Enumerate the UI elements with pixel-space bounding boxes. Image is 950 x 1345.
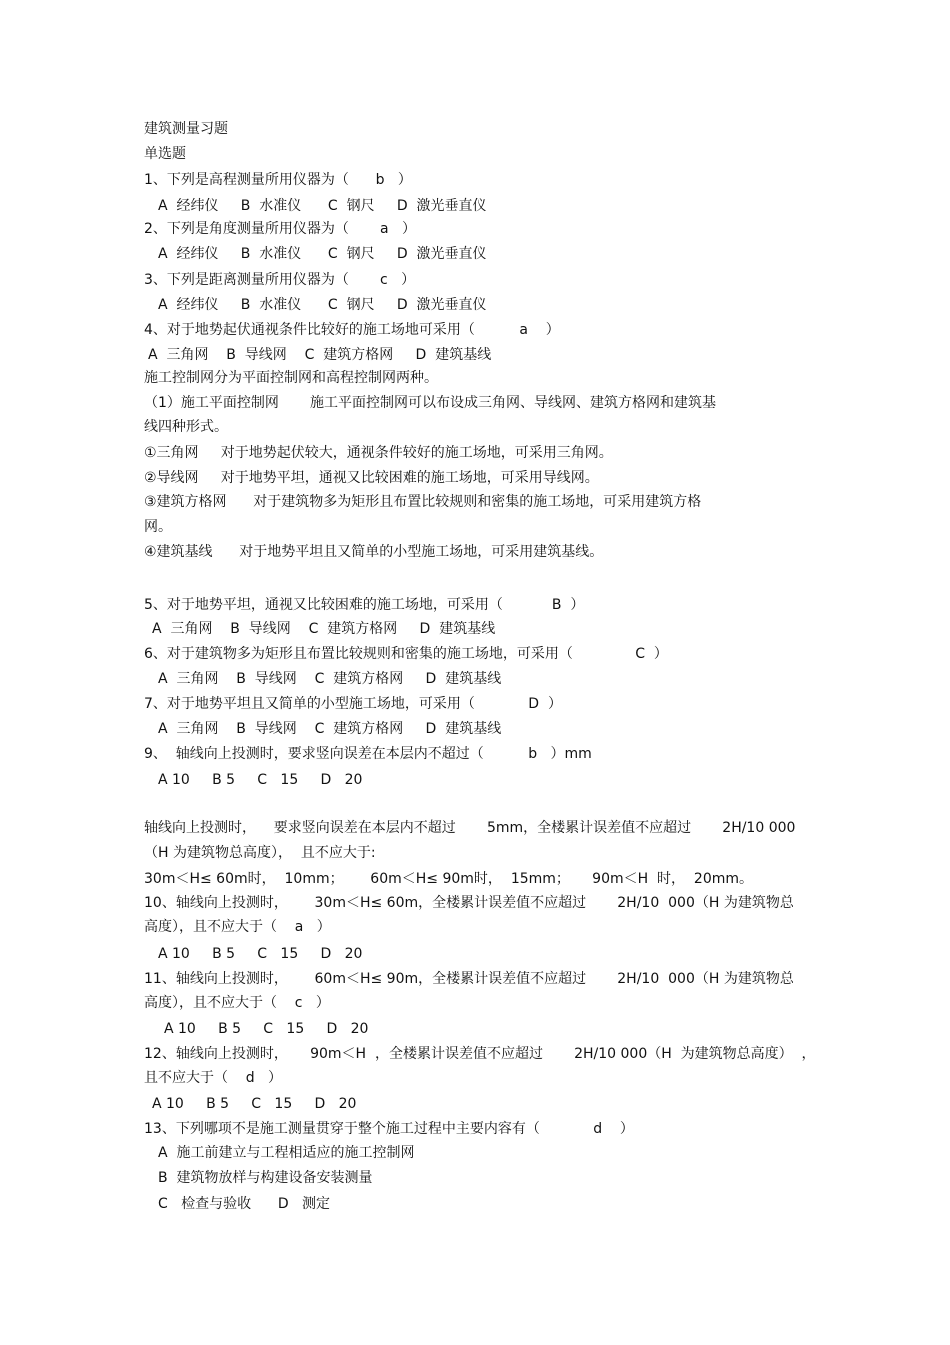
note-line: 轴线向上投测时， 要求竖向误差在本层内不超过 5mm，全楼累计误差值不应超过 2H/10 000: [144, 820, 796, 836]
note-line: 线四种形式。: [144, 419, 228, 435]
question-4-options: A 三角网 B 导线网 C 建筑方格网 D 建筑基线: [148, 347, 492, 363]
question-12-continued: 且不应大于（ d ）: [144, 1070, 283, 1086]
question-12-options: A 10 B 5 C 15 D 20: [152, 1096, 357, 1112]
question-3-options: A 经纬仪 B 水准仪 C 钢尺 D 激光垂直仪: [158, 297, 487, 313]
question-11-continued: 高度），且不应大于（ c ）: [144, 995, 330, 1011]
question-12: 12、轴线向上投测时， 90m＜H ，全楼累计误差值不应超过 2H/10 000（H 为建筑物总高度） ，: [144, 1046, 816, 1062]
question-2-options: A 经纬仪 B 水准仪 C 钢尺 D 激光垂直仪: [158, 246, 487, 262]
question-11: 11、轴线向上投测时， 60m＜H≤ 90m，全楼累计误差值不应超过 2H/10 000（H 为建筑物总: [144, 971, 794, 987]
question-10-continued: 高度），且不应大于（ a ）: [144, 919, 331, 935]
question-10-options: A 10 B 5 C 15 D 20: [158, 946, 363, 962]
note-line: ③建筑方格网 对于建筑物多为矩形且布置比较规则和密集的施工场地，可采用建筑方格: [144, 494, 702, 510]
question-11-options: A 10 B 5 C 15 D 20: [164, 1021, 369, 1037]
note-line: ②导线网 对于地势平坦，通视又比较困难的施工场地，可采用导线网。: [144, 470, 599, 486]
question-3: 3、下列是距离测量所用仪器为（ c ）: [144, 272, 416, 288]
question-9: 9、 轴线向上投测时，要求竖向误差在本层内不超过（ b ）mm: [144, 746, 592, 762]
question-7-options: A 三角网 B 导线网 C 建筑方格网 D 建筑基线: [158, 721, 502, 737]
question-5-options: A 三角网 B 导线网 C 建筑方格网 D 建筑基线: [152, 621, 496, 637]
note-line: （1）施工平面控制网 施工平面控制网可以布设成三角网、导线网、建筑方格网和建筑基: [144, 395, 717, 411]
question-6-options: A 三角网 B 导线网 C 建筑方格网 D 建筑基线: [158, 671, 502, 687]
question-4: 4、对于地势起伏通视条件比较好的施工场地可采用（ a ）: [144, 322, 560, 338]
note-line: ④建筑基线 对于地势平坦且又简单的小型施工场地，可采用建筑基线。: [144, 544, 604, 560]
question-10: 10、轴线向上投测时， 30m＜H≤ 60m，全楼累计误差值不应超过 2H/10 000（H 为建筑物总: [144, 895, 794, 911]
document-title: 建筑测量习题: [144, 121, 228, 137]
note-line: 网。: [144, 519, 172, 535]
question-2: 2、下列是角度测量所用仪器为（ a ）: [144, 221, 416, 237]
question-1: 1、下列是高程测量所用仪器为（ b ）: [144, 172, 412, 188]
question-13-option-b: B 建筑物放样与构建设备安装测量: [158, 1170, 373, 1186]
question-6: 6、对于建筑物多为矩形且布置比较规则和密集的施工场地，可采用（ C ）: [144, 646, 668, 662]
question-9-options: A 10 B 5 C 15 D 20: [158, 772, 363, 788]
question-5: 5、对于地势平坦，通视又比较困难的施工场地，可采用（ B ）: [144, 597, 585, 613]
question-7: 7、对于地势平坦且又简单的小型施工场地，可采用（ D ）: [144, 696, 562, 712]
section-heading: 单选题: [144, 146, 186, 162]
note-line: ①三角网 对于地势起伏较大，通视条件较好的施工场地，可采用三角网。: [144, 445, 613, 461]
note-line: 施工控制网分为平面控制网和高程控制网两种。: [144, 370, 438, 386]
question-13: 13、下列哪项不是施工测量贯穿于整个施工过程中主要内容有（ d ）: [144, 1121, 634, 1137]
note-line: 30m＜H≤ 60m时， 10mm； 60m＜H≤ 90m时， 15mm； 90m＜H 时， 20mm。: [144, 871, 754, 887]
question-1-options: A 经纬仪 B 水准仪 C 钢尺 D 激光垂直仪: [158, 198, 487, 214]
question-13-options-cd: C 检查与验收 D 测定: [158, 1196, 330, 1212]
question-13-option-a: A 施工前建立与工程相适应的施工控制网: [158, 1145, 415, 1161]
note-line: （H 为建筑物总高度）， 且不应大于:: [144, 845, 376, 861]
